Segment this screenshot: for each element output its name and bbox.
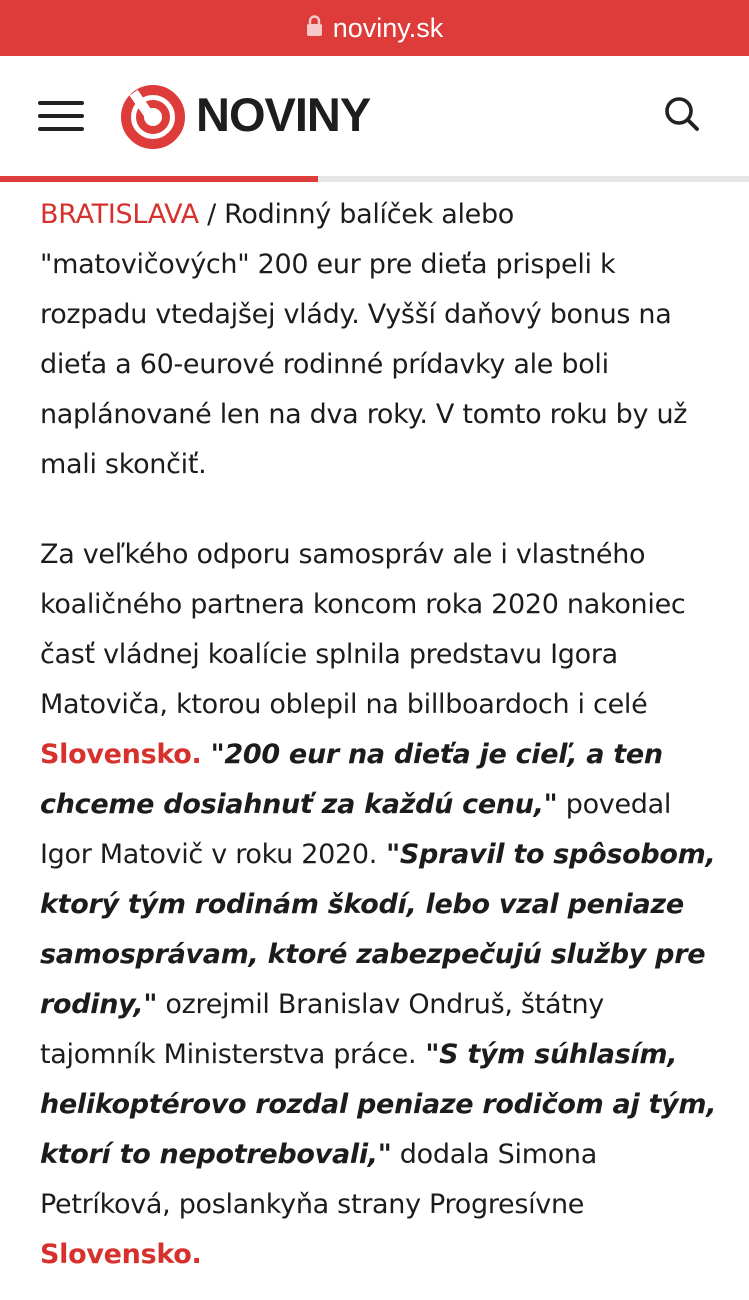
dateline: BRATISLAVA: [40, 199, 199, 230]
quote-petrikova: "S tým súhlasím, helikoptérovo rozdal peniaze rodičom aj tým, ktorí to nepotrebovali,": [40, 1039, 717, 1170]
reading-progress-bar: [0, 176, 749, 182]
article-paragraph-1: [40, 190, 720, 490]
logo-wordmark[interactable]: NOVINY: [196, 88, 371, 141]
paragraph-text: ozrejmil Branislav Ondruš, štátny tajomník Ministerstva práce.: [40, 989, 604, 1070]
paragraph-text: dodala Simona Petríková, poslankyňa strany Progresívne: [40, 1139, 597, 1220]
slovensko-link[interactable]: Slovensko.: [40, 739, 202, 770]
paragraph-text: povedal Igor Matovič v roku 2020.: [40, 789, 672, 870]
search-icon[interactable]: [662, 94, 702, 134]
browser-url-bar[interactable]: [0, 0, 749, 56]
url-text: noviny.sk: [332, 12, 444, 43]
lock-icon: [306, 15, 323, 37]
paragraph-text: Rodinný balíček alebo "matovičových" 200 eur pre dieťa prispeli k rozpadu vtedajšej vlády. Vyšší daňový bonus na dieťa a 60-eurové rodinné prídavky ale boli naplánované len na dva roky. V tomto roku by už mali skončiť.: [40, 199, 688, 480]
paragraph-text: Za veľkého odporu samospráv ale i vlastného koaličného partnera koncom roka 2020 nakoniec časť vládnej koalície splnila predstavu Igora Matoviča, ktorou oblepil na billboardoch i celé: [40, 539, 686, 720]
site-header: [0, 56, 749, 176]
dateline-separator: /: [198, 199, 225, 230]
article-paragraph-2: [40, 530, 720, 1280]
quote-matovic: "200 eur na dieťa je cieľ, a ten chceme dosiahnuť za každú cenu,": [40, 739, 663, 820]
progresivne-slovensko-link[interactable]: Slovensko.: [40, 1239, 202, 1270]
menu-icon[interactable]: [38, 101, 84, 133]
logo-mark[interactable]: [120, 84, 186, 150]
reading-progress-fill: [0, 176, 318, 182]
article-body: [40, 190, 720, 1280]
quote-ondrus: "Spravil to spôsobom, ktorý tým rodinám škodí, lebo vzal peniaze samosprávam, ktoré zabezpečujú služby pre rodiny,": [40, 839, 716, 1020]
